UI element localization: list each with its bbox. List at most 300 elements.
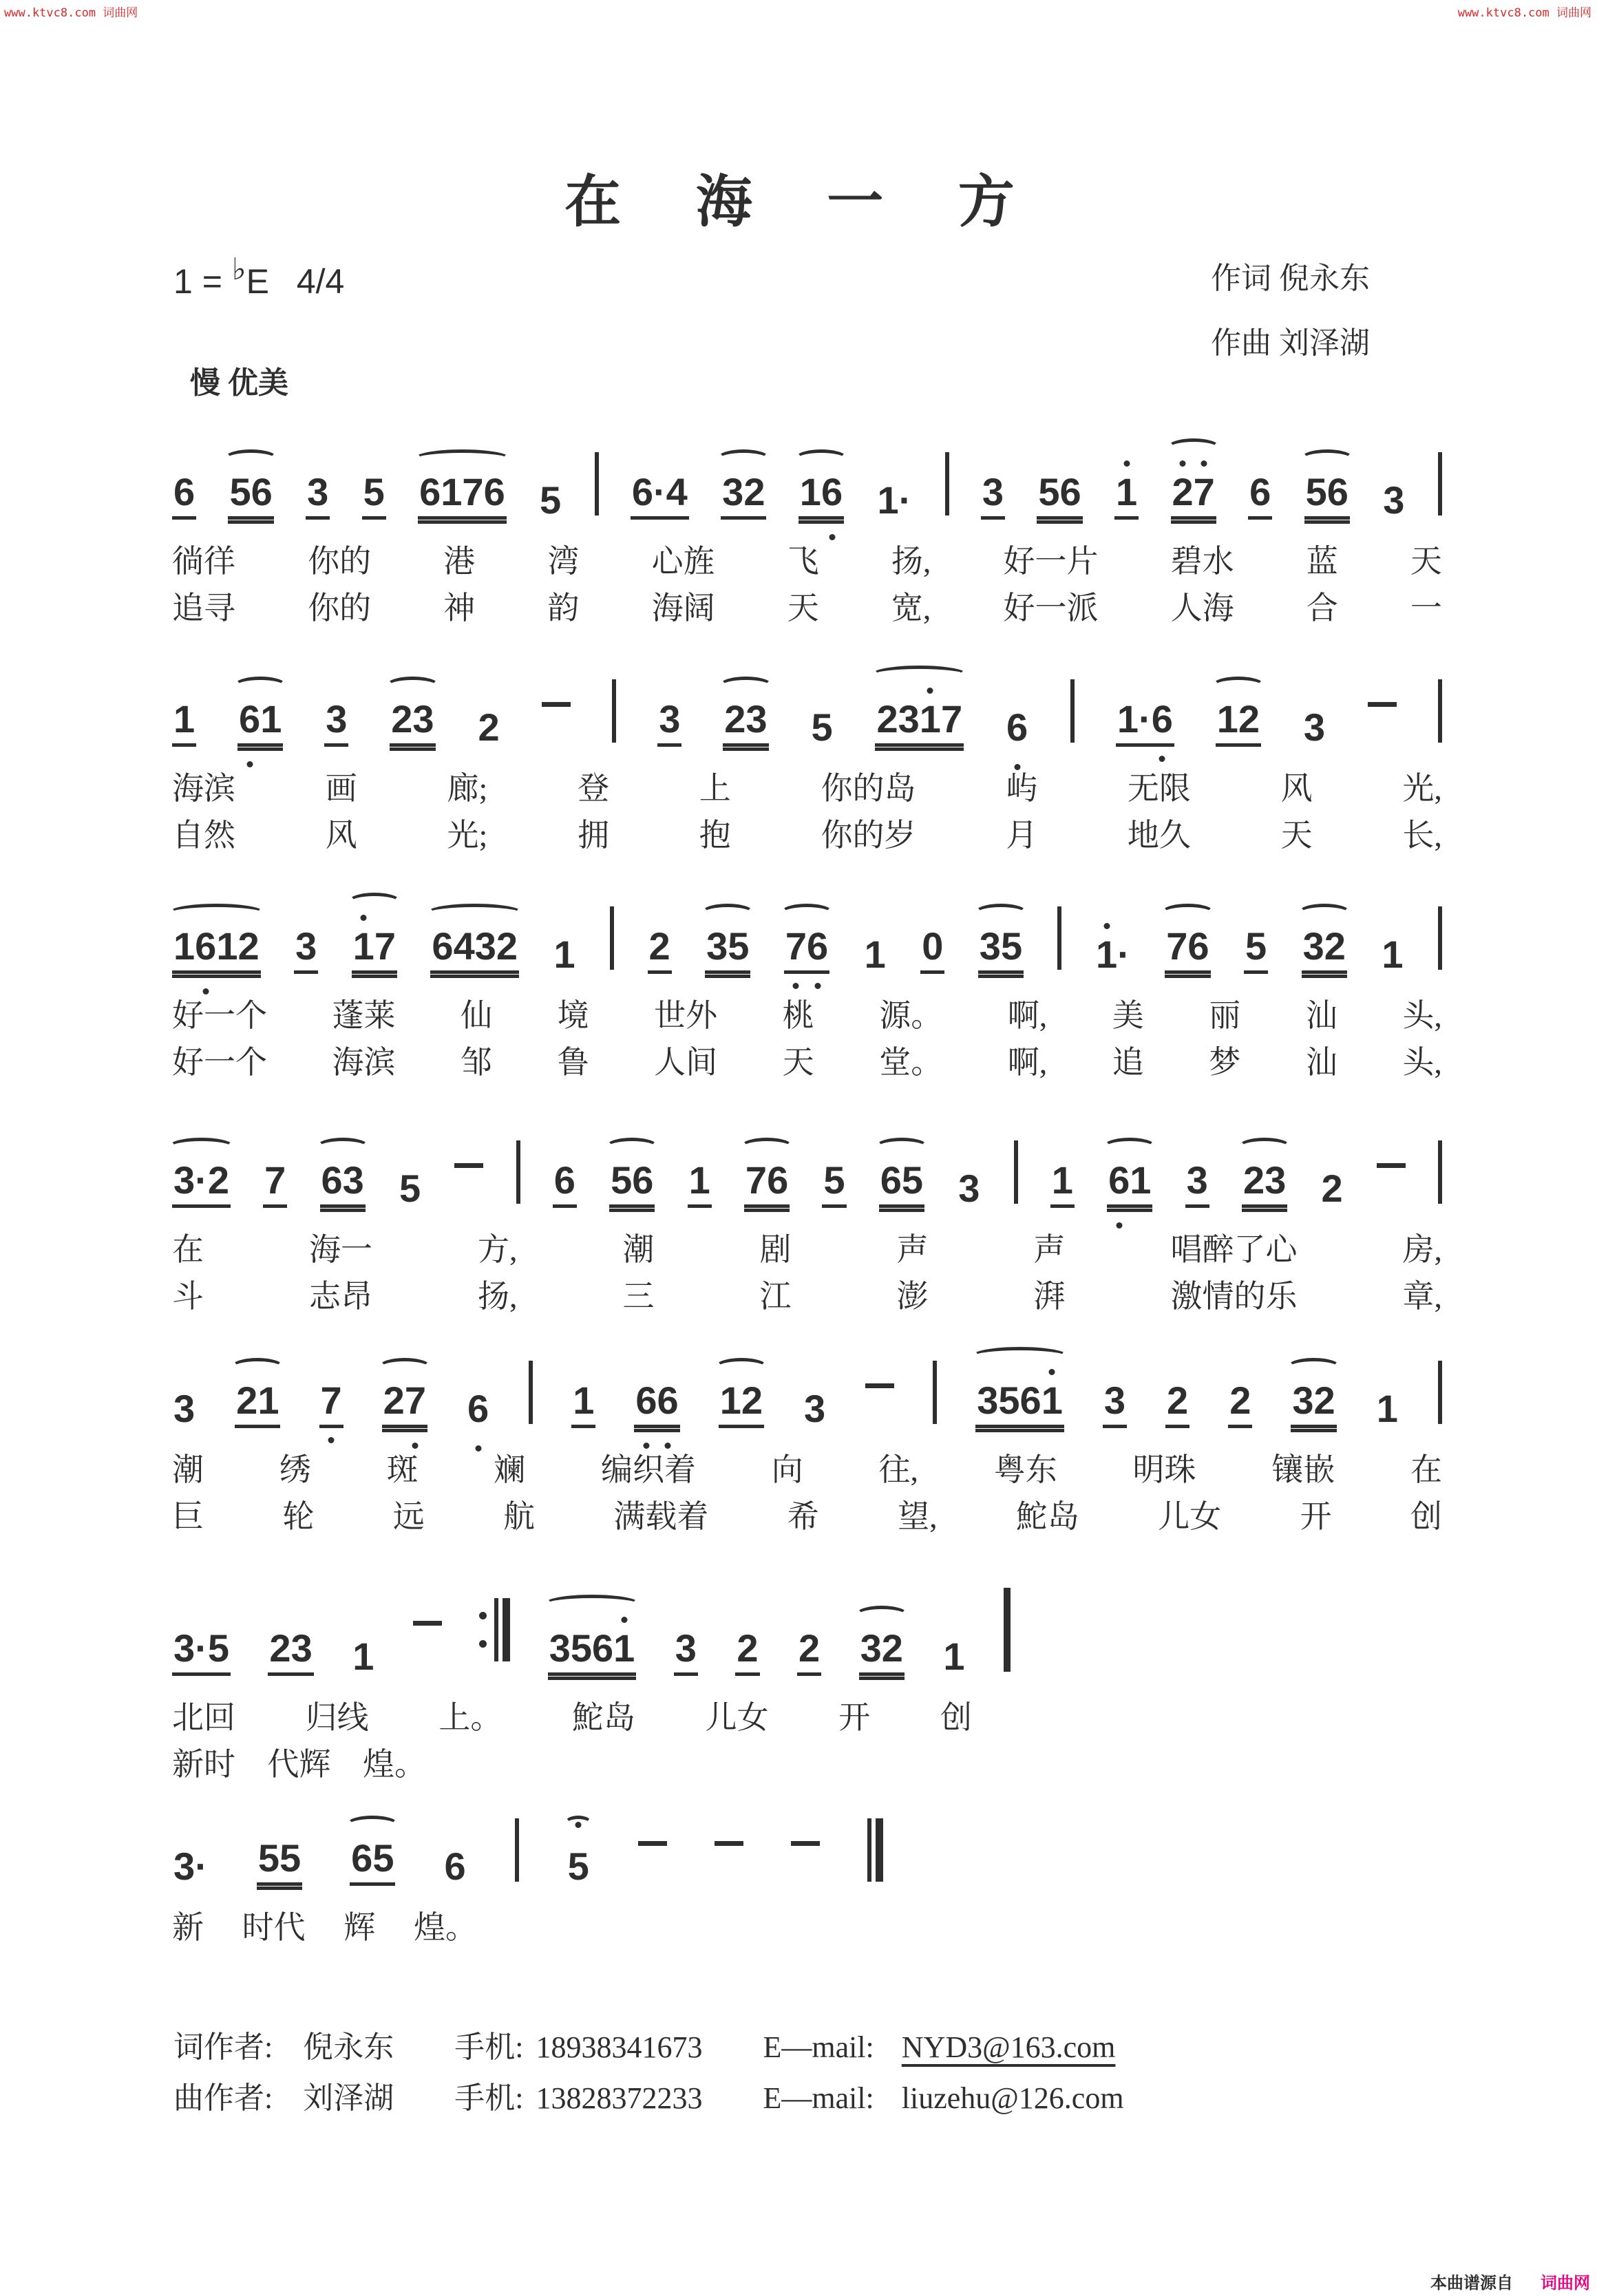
octave-dot-below <box>793 983 799 989</box>
notes-row <box>172 1106 1442 1208</box>
lyrics-row <box>172 1454 1442 1486</box>
note <box>803 1387 827 1430</box>
note <box>920 924 944 974</box>
note-digit: 3 <box>173 1845 195 1888</box>
music-system <box>172 418 1442 624</box>
note-digit: 6 <box>432 924 454 968</box>
note <box>1165 924 1210 974</box>
music-system <box>172 645 1442 851</box>
slur-arc <box>1298 904 1351 922</box>
note <box>443 1847 467 1886</box>
barline <box>515 1818 519 1882</box>
lyric-syllable: 镶嵌 <box>1271 1452 1335 1487</box>
note <box>1171 470 1216 520</box>
note-digit: 1 <box>1117 697 1139 741</box>
slur-arc <box>606 1138 658 1156</box>
barline <box>595 452 599 515</box>
note-digit: 3 <box>745 697 768 741</box>
note-digit: 3 <box>307 470 329 513</box>
lyricist-email-link[interactable]: NYD3@163.com <box>901 2030 1116 2064</box>
lyric-syllable: 时代 <box>242 1910 306 1945</box>
slur-arc <box>224 449 277 467</box>
barline <box>1438 679 1442 743</box>
lyric-syllable: 好一片 <box>1003 544 1099 579</box>
note <box>320 1158 366 1208</box>
note-digit: 3 <box>860 1626 882 1670</box>
lyric-syllable: 天 <box>782 1045 814 1080</box>
note <box>674 1626 698 1676</box>
note-digit: 3 <box>706 924 728 968</box>
lyric-syllable: 新 <box>172 1910 204 1945</box>
note <box>975 1381 1064 1428</box>
barline <box>1438 1140 1442 1204</box>
slur-arc <box>544 1595 640 1613</box>
slur-arc <box>414 449 510 467</box>
lyric-syllable: 汕 <box>1305 1045 1337 1080</box>
lyric-syllable: 啊, <box>1007 998 1048 1033</box>
note-digit: 1 <box>1382 933 1404 976</box>
fermata-icon <box>564 1816 592 1831</box>
note <box>1107 1158 1152 1208</box>
lyric-syllable: 合 <box>1306 591 1338 626</box>
lyric-syllable: 房, <box>1402 1232 1442 1267</box>
note-digit: 0 <box>922 924 944 968</box>
lyric-syllable: 方, <box>478 1232 518 1267</box>
source-credit <box>1430 2269 1590 2293</box>
note-digit: 3 <box>1383 478 1405 522</box>
note-digit: 5 <box>399 1167 421 1210</box>
note-digit: 7 <box>264 1158 286 1202</box>
lyric-syllable: 激情的乐 <box>1170 1279 1298 1314</box>
note-digit: 6 <box>1108 1161 1130 1200</box>
email-label: E—mail: <box>763 2030 874 2064</box>
octave-dot-below <box>643 1443 649 1449</box>
slur-arc <box>876 1138 928 1156</box>
note-digit: 3 <box>722 470 744 513</box>
note <box>466 1387 490 1430</box>
note-digit: 7 <box>1194 473 1215 511</box>
note <box>319 1381 343 1428</box>
lyric-syllable: 神 <box>443 591 476 626</box>
note-digit: 6 <box>1326 470 1349 513</box>
slur-arc <box>871 666 967 683</box>
note <box>553 1158 577 1208</box>
note-digit: 2 <box>1167 1379 1189 1422</box>
lyric-syllable: 鮀岛 <box>1015 1499 1079 1534</box>
slur-arc <box>1287 1358 1340 1376</box>
lyric-syllable: 辉 <box>343 1910 376 1945</box>
barline <box>1438 452 1442 515</box>
time-signature: 4/4 <box>296 262 345 301</box>
lyric-syllable: 堂。 <box>879 1045 943 1080</box>
key-prefix: 1 = <box>173 262 222 301</box>
octave-dot-below <box>246 761 253 767</box>
note-digit: 1 <box>943 1635 965 1678</box>
octave-dot-above <box>1123 460 1130 467</box>
note-digit: 2 <box>478 705 500 749</box>
lyric-syllable: 儿女 <box>705 1700 769 1735</box>
note <box>1244 924 1268 974</box>
lyric-syllable: 在 <box>1410 1452 1442 1487</box>
note-digit: 2 <box>881 1626 903 1670</box>
note-digit: 2 <box>207 1158 229 1202</box>
lyrics-row <box>172 1749 426 1781</box>
lyrics-row <box>172 1281 1442 1312</box>
lyric-syllable: 你的 <box>308 544 372 579</box>
note-digit: 6 <box>419 470 441 513</box>
lyric-syllable: 啊, <box>1007 1045 1048 1080</box>
slur-arc <box>1103 1138 1156 1156</box>
slur-arc <box>169 904 264 922</box>
slur-arc <box>169 1138 234 1156</box>
lyrics-row <box>172 1047 1442 1078</box>
lyric-syllable: 无限 <box>1127 771 1191 806</box>
note <box>822 1158 846 1208</box>
note-digit: 6 <box>1249 470 1271 513</box>
note-digit: 6 <box>239 700 260 738</box>
lyric-syllable: 光; <box>447 818 488 853</box>
lyricist-phone: 18938341673 <box>536 2030 703 2064</box>
repeat-end-barline <box>479 1598 510 1661</box>
lyric-syllable: 徜徉 <box>172 544 235 579</box>
note <box>235 1381 280 1428</box>
lyric-syllable: 绣 <box>279 1452 311 1487</box>
note-digit: 2 <box>741 1379 763 1422</box>
note <box>863 935 887 974</box>
lyrics-row <box>172 1000 1442 1032</box>
note-digit: 1 <box>920 700 941 738</box>
source-credit-brand-link[interactable]: 词曲网 <box>1541 2274 1590 2293</box>
slur-arc <box>741 1138 793 1156</box>
lyric-syllable: 世外 <box>654 998 718 1033</box>
note-digit: 5 <box>1245 924 1267 968</box>
note-digit: 2 <box>1229 1379 1251 1422</box>
note-digit: 5 <box>728 924 750 968</box>
lyrics-row <box>172 1702 972 1734</box>
slur-arc <box>719 677 772 694</box>
note-digit: 3 <box>898 697 920 741</box>
notes-row <box>172 1326 1442 1428</box>
note <box>875 697 964 747</box>
note <box>1050 1158 1075 1208</box>
lyric-syllable: 你的岛 <box>821 771 916 806</box>
lyric-syllable: 航 <box>503 1499 536 1534</box>
note <box>1185 1158 1209 1208</box>
note-digit: 2 <box>236 1379 258 1422</box>
slur-arc <box>972 1347 1068 1365</box>
note <box>634 1381 679 1428</box>
note <box>735 1626 759 1676</box>
note-digit: 5 <box>257 1836 279 1880</box>
barline <box>529 1361 533 1424</box>
lyrics-row <box>172 1234 1442 1266</box>
lyric-syllable: 煌。 <box>363 1747 426 1782</box>
lyric-syllable: 唱醉了心 <box>1170 1232 1298 1267</box>
lyric-syllable: 风 <box>325 818 357 853</box>
slur-arc <box>781 904 833 922</box>
note <box>876 478 913 522</box>
note <box>257 1836 302 1886</box>
lyric-syllable: 头, <box>1402 998 1442 1033</box>
lyric-syllable: 剧 <box>759 1232 792 1267</box>
lyric-syllable: 境 <box>557 998 589 1033</box>
lyric-syllable: 飞 <box>787 544 819 579</box>
note-digit: 7 <box>321 1381 342 1420</box>
lyric-syllable: 风 <box>1280 771 1313 806</box>
lyric-syllable: 声 <box>1033 1232 1066 1267</box>
lyric-syllable: 上 <box>699 771 731 806</box>
lyric-syllable: 远 <box>392 1499 425 1534</box>
note-digit: 1 <box>613 1629 635 1668</box>
note-digit: 1 <box>1051 1158 1073 1202</box>
lyric-syllable: 斑 <box>386 1452 419 1487</box>
note <box>268 1626 313 1676</box>
note <box>744 1158 790 1208</box>
lyric-syllable: 潮 <box>172 1452 204 1487</box>
dash-note <box>715 1841 743 1846</box>
lyric-syllable: 源。 <box>879 998 943 1033</box>
lyric-syllable: 好一个 <box>172 998 267 1033</box>
lyric-syllable: 画 <box>325 771 357 806</box>
lyric-syllable: 江 <box>759 1279 792 1314</box>
slur-arc <box>1301 449 1353 467</box>
note-digit: 5 <box>372 1836 394 1880</box>
lyric-syllable: 儿女 <box>1158 1499 1222 1534</box>
lyric-syllable: 美 <box>1112 998 1144 1033</box>
dash-note <box>791 1841 820 1846</box>
note <box>237 697 283 747</box>
barline <box>1014 1140 1018 1204</box>
note-digit: 3 <box>979 924 1001 968</box>
note-digit: 4 <box>453 924 475 968</box>
note-digit: 3 <box>295 924 317 968</box>
lyric-syllable: 开 <box>838 1700 871 1735</box>
octave-dot-below <box>829 534 835 540</box>
lyric-syllable: 在 <box>172 1232 204 1267</box>
note <box>1037 470 1082 520</box>
slur-arc <box>234 677 286 694</box>
key-note: E <box>246 262 269 301</box>
note-digit: 3 <box>342 1158 364 1202</box>
note <box>648 924 672 974</box>
repeat-dots <box>479 1612 487 1648</box>
music-system <box>172 1784 883 1944</box>
lyric-syllable: 人间 <box>654 1045 718 1080</box>
slur-arc <box>1161 904 1214 922</box>
note-digit: 6 <box>631 470 654 513</box>
note-digit: 6 <box>1006 708 1028 747</box>
note <box>1005 705 1029 749</box>
composer-email: liuzehu@126.com <box>901 2081 1124 2115</box>
lyric-syllable: 煌。 <box>413 1910 477 1945</box>
key-signature <box>173 252 344 301</box>
note-digit: 1 <box>1041 1381 1063 1420</box>
lyric-syllable: 海滨 <box>172 771 235 806</box>
note <box>1116 697 1174 747</box>
note <box>1302 924 1347 974</box>
note-digit: 3 <box>982 470 1004 513</box>
note-digit: 1 <box>1216 697 1238 741</box>
note-digit: 5 <box>611 1158 633 1202</box>
lyricist-contact-row <box>173 2022 1115 2066</box>
note <box>721 470 766 520</box>
note-digit: 3 <box>804 1387 826 1430</box>
note-digit: 3 <box>326 697 348 741</box>
lyric-syllable: 自然 <box>172 818 235 853</box>
note-digit: 7 <box>940 697 963 741</box>
lyrics-row <box>172 593 1442 624</box>
lyric-syllable: 碧水 <box>1170 544 1234 579</box>
barline <box>610 906 614 970</box>
note-digit: 1 <box>257 1379 279 1422</box>
lyric-syllable: 上。 <box>438 1700 503 1735</box>
dash-note <box>542 702 571 707</box>
note <box>172 1847 209 1886</box>
lyric-syllable: 长, <box>1402 818 1442 853</box>
lyric-syllable: 开 <box>1300 1499 1332 1534</box>
composer-contact-row <box>173 2073 1124 2117</box>
octave-dot-below <box>475 1445 481 1452</box>
lyric-syllable: 扬, <box>891 544 931 579</box>
note <box>476 705 500 749</box>
note <box>1103 1381 1127 1428</box>
octave-dot-below <box>412 1443 419 1449</box>
note <box>631 470 689 520</box>
barline <box>612 679 616 743</box>
lyric-syllable: 满载着 <box>613 1499 709 1534</box>
note <box>172 1158 231 1208</box>
barline <box>1438 1361 1442 1424</box>
lyric-syllable: 廊; <box>447 771 488 806</box>
note <box>430 924 519 974</box>
note-digit: 6 <box>657 1381 679 1420</box>
note-digit: 6 <box>321 1158 343 1202</box>
phone-label: 手机: <box>454 2030 524 2064</box>
note-digit: 3 <box>675 1626 697 1670</box>
note-digit: 6 <box>195 927 216 966</box>
flat-sign: ♭ <box>231 253 246 286</box>
lyric-syllable: 蓬莱 <box>332 998 396 1033</box>
barline <box>933 1361 937 1424</box>
lyric-syllable: 光, <box>1402 771 1442 806</box>
note <box>350 1836 395 1886</box>
note-digit: 1 <box>173 924 195 968</box>
note-digit: 5 <box>570 1626 593 1670</box>
lyric-syllable: 澎 <box>896 1279 929 1314</box>
lyric-syllable: 头, <box>1402 1045 1442 1080</box>
note-digit: 3 <box>549 1626 571 1670</box>
lyric-syllable: 往, <box>878 1452 918 1487</box>
dash-note <box>454 1163 483 1168</box>
lyric-syllable: 蓝 <box>1306 544 1338 579</box>
watermark-top-right: www.ktvc8.com 词曲网 <box>1457 6 1591 20</box>
note-digit: 3 <box>1103 1379 1126 1422</box>
octave-dot-below <box>1159 756 1165 762</box>
note-digit: 6 <box>821 473 843 511</box>
note <box>352 924 397 974</box>
note <box>1248 470 1272 520</box>
slur-arc <box>346 1816 399 1833</box>
note-digit: · <box>195 1626 208 1670</box>
dash-note <box>638 1841 667 1846</box>
note <box>810 705 834 749</box>
note-digit: 7 <box>374 924 396 968</box>
note-digit: 2 <box>737 1626 759 1670</box>
lyric-syllable: 新时 <box>172 1747 235 1782</box>
dash-note <box>413 1621 442 1626</box>
note-digit: 3 <box>1292 1379 1314 1422</box>
note <box>1320 1169 1344 1208</box>
octave-dot-above <box>1180 460 1186 467</box>
slur-arc <box>856 1606 908 1624</box>
note-digit: 4 <box>666 470 688 513</box>
note <box>548 1626 637 1676</box>
note-digit: 3 <box>1265 1158 1287 1202</box>
lyric-syllable: 汕 <box>1305 998 1337 1033</box>
note-digit: 6 <box>632 1158 654 1202</box>
lyrics-row <box>172 1501 1442 1533</box>
note-digit: 2 <box>876 697 898 741</box>
notes-row <box>172 1553 1011 1676</box>
lyric-syllable: 向 <box>771 1452 803 1487</box>
lyrics-row <box>172 1912 477 1944</box>
lyric-syllable: 拥 <box>577 818 609 853</box>
lyric-syllable: 声 <box>896 1232 929 1267</box>
lyric-syllable: 天 <box>1280 818 1313 853</box>
note-digit: 3 <box>659 697 681 741</box>
note-digit: 6 <box>553 1158 575 1202</box>
barline <box>516 1140 520 1204</box>
lyric-syllable: 好一派 <box>1003 591 1099 626</box>
lyric-syllable: 梦 <box>1209 1045 1241 1080</box>
lyric-syllable: 扬, <box>478 1279 518 1314</box>
note-digit: 2 <box>743 470 765 513</box>
lyric-syllable: 抱 <box>699 818 731 853</box>
note-digit: 6 <box>173 470 195 513</box>
slur-arc <box>348 893 401 911</box>
barline <box>1057 906 1061 970</box>
note <box>398 1169 422 1208</box>
note-digit: 2 <box>798 1626 821 1670</box>
note <box>552 935 576 974</box>
note-digit: 5 <box>363 470 385 513</box>
note-digit: 1 <box>799 470 821 513</box>
note-digit: 6 <box>1187 924 1209 968</box>
watermark-top-left: www.ktvc8.com 词曲网 <box>4 6 138 20</box>
octave-dot-below <box>1014 764 1020 770</box>
note <box>324 697 348 747</box>
lyric-syllable: 归线 <box>305 1700 369 1735</box>
dash-note <box>1368 702 1397 707</box>
note-digit: 2 <box>724 697 746 741</box>
note-digit: 6 <box>880 1158 902 1202</box>
lyric-syllable: 你的岁 <box>821 818 916 853</box>
slur-arc <box>317 1138 369 1156</box>
note-digit: 1 <box>260 697 282 741</box>
note <box>263 1158 287 1208</box>
note <box>798 470 844 520</box>
lyrics-row <box>172 773 1442 805</box>
dash-note <box>1377 1163 1406 1168</box>
note-digit: 6 <box>635 1381 657 1420</box>
music-system <box>172 1553 1011 1781</box>
note-digit: 1 <box>216 924 238 968</box>
note <box>1380 935 1404 974</box>
note-digit: 6 <box>467 1390 489 1428</box>
note-digit: 2 <box>383 1379 405 1422</box>
bold-barline <box>1004 1588 1011 1672</box>
note-digit: 7 <box>745 1158 768 1202</box>
